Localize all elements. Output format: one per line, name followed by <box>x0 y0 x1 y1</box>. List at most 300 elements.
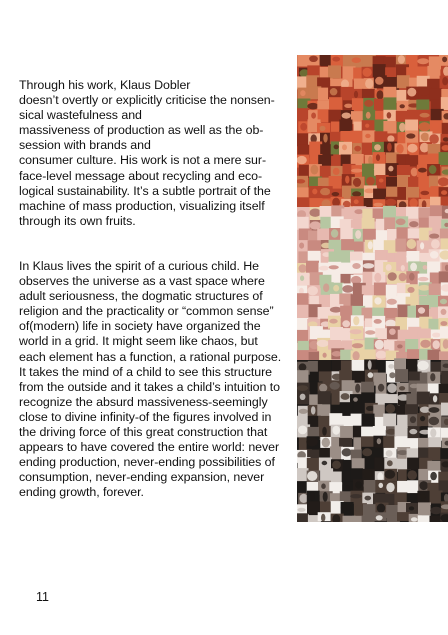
mosaic-highlight <box>440 321 447 326</box>
mosaic-highlight <box>319 266 329 271</box>
mosaic-tile <box>439 152 448 165</box>
mosaic-highlight <box>430 251 439 259</box>
mosaic-highlight <box>377 90 384 100</box>
mosaic-highlight <box>387 135 394 142</box>
mosaic-tile <box>351 131 364 144</box>
mosaic-highlight <box>374 203 383 207</box>
text-line: ending production, never-ending possibilities of <box>19 455 275 470</box>
mosaic-highlight <box>341 504 352 512</box>
mosaic-highlight <box>354 91 358 98</box>
text-line: religion and the practicality or “common sense” <box>19 304 274 319</box>
mosaic-highlight <box>329 265 339 269</box>
mosaic-highlight <box>376 154 380 161</box>
mosaic-tile <box>441 403 448 416</box>
mosaic-highlight <box>363 470 372 479</box>
mosaic-highlight <box>320 188 330 195</box>
mosaic-highlight <box>363 263 375 268</box>
mosaic-highlight <box>355 481 362 488</box>
mosaic-highlight <box>298 515 305 522</box>
mosaic-highlight <box>388 69 393 76</box>
mosaic-tile <box>442 123 448 136</box>
mosaic-highlight <box>354 199 359 204</box>
mosaic-highlight <box>332 57 340 62</box>
text-line: face-level message about recycling and eco- <box>19 168 263 183</box>
mosaic-highlight <box>410 263 417 272</box>
mosaic-highlight <box>388 364 394 369</box>
mosaic-tile <box>395 369 408 382</box>
mosaic-highlight <box>400 504 406 511</box>
mosaic-highlight <box>430 373 435 381</box>
mosaic-highlight <box>432 333 440 338</box>
mosaic-highlight <box>297 136 307 141</box>
mosaic-highlight <box>420 113 430 118</box>
mosaic-highlight <box>397 167 408 174</box>
mosaic-highlight <box>379 179 384 183</box>
mosaic-highlight <box>307 471 317 481</box>
mosaic-highlight <box>432 123 439 129</box>
mosaic-tile <box>407 458 420 471</box>
mosaic-highlight <box>407 88 416 97</box>
mosaic-tile <box>428 350 441 361</box>
mosaic-tile <box>407 349 420 360</box>
mosaic-highlight <box>342 285 353 293</box>
mosaic-highlight <box>420 191 429 195</box>
mosaic-highlight <box>333 168 340 175</box>
mosaic-highlight <box>363 481 375 489</box>
mosaic-tile <box>383 97 396 110</box>
text-line: consumer culture. His work is not a mere sur- <box>19 153 267 168</box>
mosaic-highlight <box>419 122 431 131</box>
mosaic-highlight <box>396 437 403 446</box>
mosaic-highlight <box>407 144 417 153</box>
text-line: observes the universe as a vast space where <box>19 274 265 289</box>
mosaic-tile <box>397 227 410 240</box>
mosaic-tile <box>362 164 375 177</box>
mosaic-highlight <box>323 134 327 143</box>
mosaic-tile <box>418 515 431 522</box>
mosaic-highlight <box>332 461 341 469</box>
mosaic-highlight <box>430 472 437 480</box>
mosaic-highlight <box>365 496 372 501</box>
mosaic-tile <box>429 216 442 229</box>
mosaic-highlight <box>420 143 429 153</box>
mosaic-highlight <box>431 239 440 249</box>
mosaic-highlight <box>310 492 315 501</box>
text-line: of(modern) life in society have organized the <box>19 319 261 334</box>
text-line: doesn’t overtly or explicitly criticise the nonsen- <box>19 93 275 108</box>
mosaic-highlight <box>387 460 393 466</box>
mosaic-highlight <box>399 386 405 390</box>
mosaic-highlight <box>387 299 397 305</box>
mosaic-highlight <box>420 448 428 457</box>
mosaic-highlight <box>352 191 361 196</box>
mosaic-highlight <box>375 340 384 350</box>
text-line: from the outside and it takes a child’s intuition to <box>19 379 280 394</box>
text-line: through its own fruits. <box>19 213 136 228</box>
mosaic-highlight <box>377 504 385 513</box>
mosaic-highlight <box>299 363 307 371</box>
mosaic-highlight <box>374 319 382 324</box>
mosaic-highlight <box>374 167 386 172</box>
mosaic-highlight <box>368 156 372 165</box>
mosaic-highlight <box>341 393 350 400</box>
mosaic-tile <box>329 97 342 110</box>
mosaic-tile <box>329 413 342 426</box>
mosaic-highlight <box>375 77 383 85</box>
mosaic-highlight <box>307 286 318 295</box>
mosaic-tile <box>297 293 309 306</box>
mosaic-highlight <box>342 113 351 119</box>
mosaic-highlight <box>376 515 383 520</box>
mosaic-highlight <box>417 58 429 64</box>
mosaic-highlight <box>377 438 381 444</box>
mosaic-highlight <box>299 409 308 414</box>
mosaic-highlight <box>355 505 365 512</box>
mosaic-highlight <box>330 382 340 390</box>
mosaic-highlight <box>299 494 308 503</box>
mosaic-highlight <box>430 322 439 327</box>
collage-section-chrome-dark <box>297 358 448 522</box>
mosaic-highlight <box>297 385 308 391</box>
mosaic-tile <box>297 217 309 230</box>
mosaic-highlight <box>398 55 405 64</box>
mosaic-highlight <box>387 143 392 152</box>
mosaic-highlight <box>311 406 316 414</box>
mosaic-highlight <box>389 372 395 378</box>
text-line: massiveness of production as well as the ob- <box>19 123 264 138</box>
mosaic-highlight <box>332 426 340 435</box>
mosaic-highlight <box>321 514 325 522</box>
text-line: Through his work, Klaus Dobler <box>19 78 191 92</box>
mosaic-highlight <box>399 123 405 132</box>
mosaic-highlight <box>322 427 327 436</box>
mosaic-highlight <box>310 430 316 435</box>
mosaic-highlight <box>299 264 307 273</box>
mosaic-highlight <box>311 113 316 119</box>
mosaic-highlight <box>419 481 428 490</box>
mosaic-highlight <box>441 309 447 315</box>
mosaic-highlight <box>342 448 352 456</box>
mosaic-highlight <box>321 483 326 489</box>
text-line: adult seriousness, the dogmatic structures of <box>19 289 263 304</box>
mosaic-highlight <box>379 483 384 488</box>
mosaic-highlight <box>418 277 429 281</box>
mosaic-tile <box>383 206 396 219</box>
mosaic-highlight <box>364 100 373 107</box>
mosaic-highlight <box>440 299 447 304</box>
mosaic-highlight <box>310 221 321 229</box>
mosaic-tile <box>297 318 308 331</box>
mosaic-highlight <box>384 416 394 421</box>
mosaic-highlight <box>388 272 397 281</box>
mosaic-highlight <box>342 320 350 327</box>
mosaic-tile <box>352 98 365 111</box>
mosaic-highlight <box>406 253 418 260</box>
body-text <box>19 78 295 500</box>
mosaic-highlight <box>311 156 318 163</box>
mosaic-highlight <box>429 486 437 491</box>
mosaic-tile <box>320 55 333 66</box>
mosaic-highlight <box>396 460 407 469</box>
mosaic-highlight <box>429 407 440 413</box>
mosaic-highlight <box>300 123 307 131</box>
mosaic-highlight <box>353 397 358 401</box>
mosaic-highlight <box>302 231 306 238</box>
mosaic-highlight <box>418 168 427 173</box>
mosaic-highlight <box>418 88 430 96</box>
mosaic-highlight <box>353 178 361 187</box>
mosaic-highlight <box>399 273 407 282</box>
mosaic-highlight <box>340 494 350 500</box>
mosaic-highlight <box>386 264 392 271</box>
mosaic-highlight <box>420 506 427 511</box>
mosaic-highlight <box>418 307 425 313</box>
mosaic-highlight <box>386 450 393 457</box>
mosaic-highlight <box>333 285 339 292</box>
mosaic-highlight <box>420 242 424 249</box>
text-line: session with brands and <box>19 138 151 153</box>
mosaic-highlight <box>378 384 384 392</box>
text-line: recognize the absurd massiveness-seemingly <box>19 394 268 409</box>
mosaic-tile <box>429 284 442 297</box>
mosaic-highlight <box>409 221 418 227</box>
mosaic-tile <box>397 75 410 88</box>
mosaic-highlight <box>344 104 352 108</box>
mosaic-tile <box>441 371 448 384</box>
mosaic-highlight <box>429 234 439 239</box>
paragraph-2 <box>19 259 295 501</box>
mosaic-highlight <box>433 198 437 207</box>
mosaic-tile <box>363 349 376 360</box>
mosaic-highlight <box>387 112 392 118</box>
mosaic-tile <box>350 468 363 481</box>
mosaic-highlight <box>410 416 416 423</box>
mosaic-highlight <box>420 494 426 499</box>
mosaic-highlight <box>429 165 437 174</box>
mosaic-highlight <box>398 176 408 186</box>
mosaic-highlight <box>299 243 304 249</box>
mosaic-tile <box>297 370 309 383</box>
collage-section-tomato-red <box>297 55 448 210</box>
mosaic-highlight <box>397 344 403 348</box>
mosaic-highlight <box>309 56 318 62</box>
mosaic-highlight <box>396 144 403 154</box>
mosaic-highlight <box>409 198 417 207</box>
mosaic-tile <box>318 391 331 404</box>
mosaic-highlight <box>374 273 381 283</box>
mosaic-highlight <box>352 57 361 63</box>
mosaic-tile <box>317 229 330 242</box>
mosaic-highlight <box>420 416 425 421</box>
mosaic-highlight <box>362 429 371 436</box>
mosaic-highlight <box>310 209 321 217</box>
mosaic-highlight <box>376 351 387 359</box>
paragraph-1 <box>19 78 295 229</box>
mosaic-highlight <box>354 209 363 214</box>
mosaic-highlight <box>353 316 359 325</box>
mosaic-highlight <box>384 470 395 479</box>
mosaic-highlight <box>331 229 338 237</box>
mosaic-highlight <box>430 428 436 437</box>
mosaic-tile <box>351 294 364 307</box>
mosaic-highlight <box>355 384 360 393</box>
mosaic-tile <box>374 283 387 296</box>
mosaic-highlight <box>345 176 349 184</box>
text-line: close to divine infinity-of the figures involved in <box>19 409 272 424</box>
mosaic-highlight <box>407 470 417 480</box>
mosaic-highlight <box>317 340 329 347</box>
mosaic-highlight <box>312 189 317 195</box>
mosaic-highlight <box>400 104 405 108</box>
mosaic-highlight <box>363 68 372 77</box>
mosaic-tile <box>383 436 396 449</box>
mosaic-tile <box>318 360 331 373</box>
mosaic-highlight <box>374 297 381 304</box>
mosaic-highlight <box>362 448 372 456</box>
mosaic-highlight <box>351 169 363 173</box>
text-line: sical wastefulness and <box>19 108 142 123</box>
mosaic-highlight <box>354 146 361 152</box>
text-line: machine of mass production, visualizing itself <box>19 198 265 213</box>
mosaic-tile <box>417 392 430 405</box>
mosaic-highlight <box>407 287 414 293</box>
mosaic-tile <box>441 238 448 251</box>
mosaic-highlight <box>411 517 418 521</box>
mosaic-highlight <box>320 126 326 131</box>
mosaic-highlight <box>323 492 328 502</box>
mosaic-highlight <box>411 168 418 177</box>
mosaic-tile <box>362 516 375 522</box>
mosaic-highlight <box>398 319 404 327</box>
text-line: world in a grid. It might seem like chaos, but <box>19 334 258 349</box>
mosaic-highlight <box>433 340 440 349</box>
mosaic-highlight <box>300 394 306 400</box>
mosaic-highlight <box>377 472 383 481</box>
mosaic-highlight <box>323 283 329 292</box>
page-number: 11 <box>36 590 49 604</box>
mosaic-highlight <box>418 285 430 291</box>
mosaic-tile <box>297 305 309 318</box>
mosaic-highlight <box>409 273 415 281</box>
mosaic-tile <box>441 197 448 207</box>
mosaic-highlight <box>386 483 394 493</box>
mosaic-highlight <box>363 416 371 423</box>
mosaic-highlight <box>350 494 362 498</box>
mosaic-highlight <box>365 330 375 334</box>
mosaic-highlight <box>368 372 374 378</box>
mosaic-tile <box>429 88 442 101</box>
text-line: It takes the mind of a child to see this structure <box>19 364 273 379</box>
mosaic-highlight <box>353 351 360 360</box>
mosaic-highlight <box>352 343 363 348</box>
mosaic-highlight <box>385 199 396 206</box>
mosaic-highlight <box>366 112 371 119</box>
mosaic-highlight <box>396 219 406 226</box>
mosaic-highlight <box>409 506 414 510</box>
mosaic-highlight <box>441 190 447 195</box>
mosaic-highlight <box>388 166 393 172</box>
mosaic-highlight <box>350 329 362 334</box>
mosaic-tile <box>440 326 448 339</box>
mosaic-tile <box>373 64 386 77</box>
mosaic-highlight <box>368 241 373 249</box>
mosaic-highlight <box>300 90 305 96</box>
mosaic-highlight <box>342 144 347 150</box>
mosaic-highlight <box>421 133 430 142</box>
mosaic-highlight <box>300 275 304 281</box>
mosaic-highlight <box>420 340 430 348</box>
mosaic-highlight <box>364 189 374 194</box>
text-line: appears to have covered the entire world: never <box>19 440 280 455</box>
mosaic-highlight <box>401 265 405 271</box>
mosaic-highlight <box>352 263 360 269</box>
mosaic-tile <box>306 261 319 274</box>
mosaic-tile <box>397 512 410 521</box>
collage-section-pastel-pink <box>297 205 448 363</box>
mosaic-highlight <box>346 485 350 489</box>
text-line: In Klaus lives the spirit of a curious child. He <box>19 258 260 273</box>
mosaic-highlight <box>323 353 327 358</box>
mosaic-highlight <box>297 508 305 512</box>
mosaic-tile <box>441 97 448 110</box>
text-line: the driving force of this great construction that <box>19 424 268 439</box>
text-line: logical sustainability. It’s a subtle portrait of the <box>19 183 271 198</box>
mosaic-highlight <box>329 319 337 324</box>
artwork-collage <box>297 55 448 522</box>
mosaic-tile <box>330 446 343 459</box>
text-line: ending growth, forever. <box>19 485 144 500</box>
mosaic-highlight <box>310 273 321 282</box>
text-line: consumption, never-ending expansion, never <box>19 470 265 485</box>
mosaic-highlight <box>365 134 370 138</box>
mosaic-tile <box>430 491 443 504</box>
mosaic-tile <box>307 458 320 471</box>
mosaic-tile <box>297 108 309 121</box>
mosaic-highlight <box>355 363 359 368</box>
mosaic-tile <box>340 228 353 241</box>
mosaic-highlight <box>374 144 381 150</box>
mosaic-highlight <box>365 79 373 89</box>
mosaic-highlight <box>442 57 447 63</box>
mosaic-highlight <box>298 426 307 435</box>
mosaic-highlight <box>433 395 437 402</box>
mosaic-highlight <box>297 156 307 164</box>
mosaic-highlight <box>429 417 440 425</box>
mosaic-tile <box>339 120 352 133</box>
mosaic-highlight <box>319 384 327 392</box>
mosaic-highlight <box>406 133 415 138</box>
mosaic-highlight <box>311 165 319 175</box>
text-line: each element has a function, a rational purpose. <box>19 349 282 364</box>
mosaic-highlight <box>417 361 429 370</box>
mosaic-highlight <box>407 239 417 249</box>
mosaic-highlight <box>385 404 395 413</box>
mosaic-highlight <box>409 429 417 434</box>
mosaic-highlight <box>442 77 448 85</box>
mosaic-highlight <box>306 437 318 446</box>
mosaic-highlight <box>330 88 338 95</box>
mosaic-highlight <box>365 124 369 128</box>
mosaic-tile <box>317 404 330 417</box>
mosaic-highlight <box>330 69 338 74</box>
mosaic-tile <box>297 197 309 207</box>
mosaic-highlight <box>322 461 328 465</box>
mosaic-highlight <box>332 192 340 196</box>
mosaic-highlight <box>322 438 330 448</box>
mosaic-highlight <box>334 145 339 150</box>
mosaic-highlight <box>368 360 372 370</box>
mosaic-highlight <box>366 177 375 186</box>
